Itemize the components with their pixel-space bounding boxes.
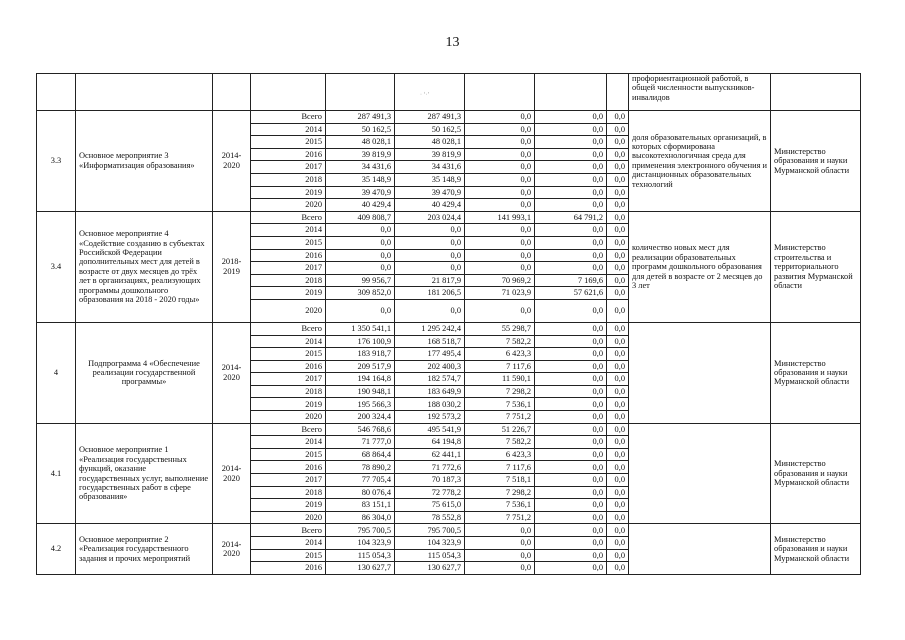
period-cell: 2015: [251, 348, 326, 361]
period-cell: 2014: [251, 224, 326, 237]
table-row: [37, 211, 861, 224]
total-cell: 190 948,1: [326, 385, 395, 398]
local-budget-cell: 0,0: [535, 436, 607, 449]
federal-budget-cell: 7 298,2: [465, 486, 535, 499]
other-source-cell: 0,0: [607, 448, 629, 461]
total-cell: 0,0: [326, 224, 395, 237]
item-number: 4.1: [37, 423, 76, 524]
federal-budget-cell: 0,0: [465, 549, 535, 562]
period-cell: 2016: [251, 360, 326, 373]
total-cell: 176 100,9: [326, 335, 395, 348]
other-source-cell: 0,0: [607, 411, 629, 424]
other-source-cell: 0,0: [607, 199, 629, 212]
executor-cell: Министерство образования и науки Мурманской области: [771, 524, 861, 574]
executor-cell: Министерство строительства и территориального развития Мурманской области: [771, 211, 861, 322]
period-cell: 2014: [251, 537, 326, 550]
federal-budget-cell: 0,0: [465, 111, 535, 124]
local-budget-cell: 0,0: [535, 299, 607, 322]
indicator-cell: количество новых мест для реализации образовательных программ дошкольного образования для детей в возрасте от 2 месяцев до 3 лет: [629, 211, 771, 322]
cell-empty: [395, 74, 465, 111]
federal-budget-cell: 7 117,6: [465, 360, 535, 373]
other-source-cell: 0,0: [607, 322, 629, 335]
total-cell: 200 324,4: [326, 411, 395, 424]
total-cell: 68 864,4: [326, 448, 395, 461]
regional-budget-cell: 0,0: [395, 236, 465, 249]
other-source-cell: 0,0: [607, 373, 629, 386]
period-cell: 2016: [251, 461, 326, 474]
other-source-cell: 0,0: [607, 360, 629, 373]
total-cell: 130 627,7: [326, 562, 395, 575]
indicator-cell: [629, 423, 771, 524]
local-budget-cell: 0,0: [535, 461, 607, 474]
local-budget-cell: 0,0: [535, 549, 607, 562]
regional-budget-cell: 75 615,0: [395, 499, 465, 512]
regional-budget-cell: 203 024,4: [395, 211, 465, 224]
local-budget-cell: 0,0: [535, 173, 607, 186]
other-source-cell: 0,0: [607, 111, 629, 124]
federal-budget-cell: 7 536,1: [465, 499, 535, 512]
indicator-cell: профориентационной работой, в общей численности выпускников-инвалидов: [629, 74, 771, 111]
measure-name: Основное мероприятие 4 «Содействие созданию в субъектах Российской Федерации дополнительных мест для детей в возрасте от двух месяцев до трёх лет в организациях, реализующих программы дошкольного образования на 2018 - 2020 годы»: [76, 211, 213, 322]
total-cell: 104 323,9: [326, 537, 395, 550]
regional-budget-cell: 795 700,5: [395, 524, 465, 537]
federal-budget-cell: 0,0: [465, 186, 535, 199]
period-cell: 2019: [251, 398, 326, 411]
item-number: 4.2: [37, 524, 76, 574]
other-source-cell: 0,0: [607, 461, 629, 474]
regional-budget-cell: 130 627,7: [395, 562, 465, 575]
federal-budget-cell: 6 423,3: [465, 448, 535, 461]
cell-empty: [326, 74, 395, 111]
page-number: 13: [445, 35, 460, 50]
total-cell: 99 956,7: [326, 274, 395, 287]
local-budget-cell: 0,0: [535, 199, 607, 212]
regional-budget-cell: 495 541,9: [395, 423, 465, 436]
period-cell: 2016: [251, 148, 326, 161]
total-cell: 71 777,0: [326, 436, 395, 449]
federal-budget-cell: 71 023,9: [465, 287, 535, 300]
federal-budget-cell: 0,0: [465, 173, 535, 186]
cell-empty: [771, 74, 861, 111]
other-source-cell: 0,0: [607, 211, 629, 224]
measure-name: Подпрограмма 4 «Обеспечение реализации государственной программы»: [76, 322, 213, 423]
regional-budget-cell: 177 495,4: [395, 348, 465, 361]
cell-empty: [213, 74, 251, 111]
period-cell: 2014: [251, 123, 326, 136]
regional-budget-cell: 71 772,6: [395, 461, 465, 474]
other-source-cell: 0,0: [607, 335, 629, 348]
total-cell: 40 429,4: [326, 199, 395, 212]
other-source-cell: 0,0: [607, 436, 629, 449]
regional-budget-cell: 1 295 242,4: [395, 322, 465, 335]
period-cell: 2016: [251, 562, 326, 575]
regional-budget-cell: 192 573,2: [395, 411, 465, 424]
period-cell: 2018: [251, 274, 326, 287]
other-source-cell: 0,0: [607, 385, 629, 398]
period-cell: 2016: [251, 249, 326, 262]
total-cell: 34 431,6: [326, 161, 395, 174]
regional-budget-cell: 48 028,1: [395, 136, 465, 149]
measure-name: Основное мероприятие 2 «Реализация государственного задания и прочих мероприятий: [76, 524, 213, 574]
federal-budget-cell: 7 536,1: [465, 398, 535, 411]
item-number: 3.4: [37, 211, 76, 322]
regional-budget-cell: 0,0: [395, 262, 465, 275]
period-cell: Всего: [251, 322, 326, 335]
total-cell: 209 517,9: [326, 360, 395, 373]
local-budget-cell: 0,0: [535, 348, 607, 361]
period-cell: 2015: [251, 549, 326, 562]
federal-budget-cell: 0,0: [465, 136, 535, 149]
period-cell: 2019: [251, 186, 326, 199]
total-cell: 80 076,4: [326, 486, 395, 499]
regional-budget-cell: 62 441,1: [395, 448, 465, 461]
regional-budget-cell: 40 429,4: [395, 199, 465, 212]
total-cell: 35 148,9: [326, 173, 395, 186]
federal-budget-cell: 0,0: [465, 148, 535, 161]
local-budget-cell: 64 791,2: [535, 211, 607, 224]
regional-budget-cell: 21 817,9: [395, 274, 465, 287]
total-cell: 48 028,1: [326, 136, 395, 149]
indicator-cell: [629, 322, 771, 423]
cell-empty: [251, 74, 326, 111]
federal-budget-cell: 7 751,2: [465, 411, 535, 424]
regional-budget-cell: 287 491,3: [395, 111, 465, 124]
other-source-cell: 0,0: [607, 173, 629, 186]
period-cell: Всего: [251, 524, 326, 537]
other-source-cell: 0,0: [607, 249, 629, 262]
cell-empty: [607, 74, 629, 111]
local-budget-cell: 0,0: [535, 148, 607, 161]
total-cell: 195 566,3: [326, 398, 395, 411]
federal-budget-cell: 0,0: [465, 224, 535, 237]
regional-budget-cell: 202 400,3: [395, 360, 465, 373]
local-budget-cell: 0,0: [535, 474, 607, 487]
other-source-cell: 0,0: [607, 148, 629, 161]
local-budget-cell: 0,0: [535, 136, 607, 149]
total-cell: 0,0: [326, 236, 395, 249]
measure-name: Основное мероприятие 3 «Информатизация образования»: [76, 111, 213, 212]
local-budget-cell: 0,0: [535, 322, 607, 335]
other-source-cell: 0,0: [607, 562, 629, 575]
other-source-cell: 0,0: [607, 224, 629, 237]
federal-budget-cell: 7 117,6: [465, 461, 535, 474]
federal-budget-cell: 6 423,3: [465, 348, 535, 361]
period-cell: Всего: [251, 423, 326, 436]
scan-mark: · ‘·’: [420, 92, 430, 98]
local-budget-cell: 0,0: [535, 524, 607, 537]
total-cell: 115 054,3: [326, 549, 395, 562]
period-cell: 2014: [251, 335, 326, 348]
local-budget-cell: 0,0: [535, 262, 607, 275]
local-budget-cell: 0,0: [535, 249, 607, 262]
federal-budget-cell: 0,0: [465, 123, 535, 136]
period-cell: 2015: [251, 448, 326, 461]
other-source-cell: 0,0: [607, 474, 629, 487]
other-source-cell: 0,0: [607, 186, 629, 199]
period-cell: 2017: [251, 373, 326, 386]
federal-budget-cell: 0,0: [465, 537, 535, 550]
total-cell: 546 768,6: [326, 423, 395, 436]
period-cell: 2020: [251, 299, 326, 322]
local-budget-cell: 0,0: [535, 123, 607, 136]
regional-budget-cell: 115 054,3: [395, 549, 465, 562]
regional-budget-cell: 70 187,3: [395, 474, 465, 487]
regional-budget-cell: 72 778,2: [395, 486, 465, 499]
other-source-cell: 0,0: [607, 299, 629, 322]
regional-budget-cell: 50 162,5: [395, 123, 465, 136]
period-cell: 2017: [251, 161, 326, 174]
local-budget-cell: 0,0: [535, 423, 607, 436]
regional-budget-cell: 39 470,9: [395, 186, 465, 199]
other-source-cell: 0,0: [607, 398, 629, 411]
cell-empty: [465, 74, 535, 111]
total-cell: 183 918,7: [326, 348, 395, 361]
regional-budget-cell: 64 194,8: [395, 436, 465, 449]
federal-budget-cell: 55 298,7: [465, 322, 535, 335]
regional-budget-cell: 168 518,7: [395, 335, 465, 348]
executor-cell: Министерство образования и науки Мурманской области: [771, 322, 861, 423]
other-source-cell: 0,0: [607, 262, 629, 275]
total-cell: 194 164,8: [326, 373, 395, 386]
period-cell: 2018: [251, 173, 326, 186]
regional-budget-cell: 183 649,9: [395, 385, 465, 398]
total-cell: 50 162,5: [326, 123, 395, 136]
other-source-cell: 0,0: [607, 486, 629, 499]
regional-budget-cell: 39 819,9: [395, 148, 465, 161]
federal-budget-cell: 0,0: [465, 236, 535, 249]
other-source-cell: 0,0: [607, 511, 629, 524]
local-budget-cell: 57 621,6: [535, 287, 607, 300]
federal-budget-cell: 0,0: [465, 161, 535, 174]
total-cell: 77 705,4: [326, 474, 395, 487]
financing-table: [36, 73, 861, 575]
local-budget-cell: 0,0: [535, 499, 607, 512]
implementation-years: 2014-2020: [213, 322, 251, 423]
local-budget-cell: 0,0: [535, 398, 607, 411]
continuation-row: [37, 74, 861, 111]
other-source-cell: 0,0: [607, 537, 629, 550]
federal-budget-cell: 7 518,1: [465, 474, 535, 487]
period-cell: 2014: [251, 436, 326, 449]
local-budget-cell: 0,0: [535, 161, 607, 174]
regional-budget-cell: 0,0: [395, 299, 465, 322]
local-budget-cell: 0,0: [535, 511, 607, 524]
implementation-years: 2018-2019: [213, 211, 251, 322]
table-row: [37, 111, 861, 124]
federal-budget-cell: 7 582,2: [465, 436, 535, 449]
regional-budget-cell: 0,0: [395, 224, 465, 237]
total-cell: 83 151,1: [326, 499, 395, 512]
local-budget-cell: 0,0: [535, 335, 607, 348]
period-cell: 2015: [251, 136, 326, 149]
item-number: 4: [37, 322, 76, 423]
federal-budget-cell: 0,0: [465, 249, 535, 262]
measure-name: Основное мероприятие 1 «Реализация государственных функций, оказание государственных услуг, выполнение государственных работ в сфере образования»: [76, 423, 213, 524]
period-cell: 2019: [251, 287, 326, 300]
regional-budget-cell: 35 148,9: [395, 173, 465, 186]
local-budget-cell: 0,0: [535, 537, 607, 550]
other-source-cell: 0,0: [607, 123, 629, 136]
local-budget-cell: 0,0: [535, 385, 607, 398]
local-budget-cell: 0,0: [535, 360, 607, 373]
federal-budget-cell: 7 582,2: [465, 335, 535, 348]
total-cell: 78 890,2: [326, 461, 395, 474]
federal-budget-cell: 11 590,1: [465, 373, 535, 386]
total-cell: 0,0: [326, 299, 395, 322]
total-cell: 39 470,9: [326, 186, 395, 199]
period-cell: 2019: [251, 499, 326, 512]
total-cell: 1 350 541,1: [326, 322, 395, 335]
federal-budget-cell: 7 751,2: [465, 511, 535, 524]
cell-empty: [37, 74, 76, 111]
regional-budget-cell: 182 574,7: [395, 373, 465, 386]
period-cell: 2017: [251, 262, 326, 275]
other-source-cell: 0,0: [607, 549, 629, 562]
other-source-cell: 0,0: [607, 423, 629, 436]
period-cell: 2017: [251, 474, 326, 487]
local-budget-cell: 0,0: [535, 411, 607, 424]
other-source-cell: 0,0: [607, 524, 629, 537]
period-cell: 2020: [251, 411, 326, 424]
other-source-cell: 0,0: [607, 236, 629, 249]
local-budget-cell: 0,0: [535, 186, 607, 199]
period-cell: Всего: [251, 211, 326, 224]
local-budget-cell: 0,0: [535, 373, 607, 386]
period-cell: Всего: [251, 111, 326, 124]
period-cell: 2020: [251, 199, 326, 212]
federal-budget-cell: 70 969,2: [465, 274, 535, 287]
regional-budget-cell: 34 431,6: [395, 161, 465, 174]
other-source-cell: 0,0: [607, 274, 629, 287]
other-source-cell: 0,0: [607, 499, 629, 512]
executor-cell: Министерство образования и науки Мурманской области: [771, 423, 861, 524]
indicator-cell: доля образовательных организаций, в которых сформирована высокотехнологичная среда для применения электронного обучения и дистанционных образовательных технологий: [629, 111, 771, 212]
local-budget-cell: 0,0: [535, 562, 607, 575]
table-row: [37, 524, 861, 537]
indicator-cell: [629, 524, 771, 574]
table-row: [37, 423, 861, 436]
period-cell: 2020: [251, 511, 326, 524]
federal-budget-cell: 7 298,2: [465, 385, 535, 398]
total-cell: 287 491,3: [326, 111, 395, 124]
period-cell: 2018: [251, 486, 326, 499]
regional-budget-cell: 104 323,9: [395, 537, 465, 550]
other-source-cell: 0,0: [607, 348, 629, 361]
local-budget-cell: 7 169,6: [535, 274, 607, 287]
federal-budget-cell: 0,0: [465, 524, 535, 537]
other-source-cell: 0,0: [607, 161, 629, 174]
implementation-years: 2014-2020: [213, 524, 251, 574]
total-cell: 0,0: [326, 262, 395, 275]
cell-empty: [535, 74, 607, 111]
other-source-cell: 0,0: [607, 287, 629, 300]
regional-budget-cell: 78 552,8: [395, 511, 465, 524]
federal-budget-cell: 141 993,1: [465, 211, 535, 224]
regional-budget-cell: 0,0: [395, 249, 465, 262]
executor-cell: Министерство образования и науки Мурманской области: [771, 111, 861, 212]
local-budget-cell: 0,0: [535, 236, 607, 249]
total-cell: 409 808,7: [326, 211, 395, 224]
regional-budget-cell: 188 030,2: [395, 398, 465, 411]
item-number: 3.3: [37, 111, 76, 212]
local-budget-cell: 0,0: [535, 224, 607, 237]
federal-budget-cell: 0,0: [465, 562, 535, 575]
federal-budget-cell: 0,0: [465, 199, 535, 212]
period-cell: 2018: [251, 385, 326, 398]
local-budget-cell: 0,0: [535, 448, 607, 461]
local-budget-cell: 0,0: [535, 111, 607, 124]
total-cell: 309 852,0: [326, 287, 395, 300]
implementation-years: 2014-2020: [213, 423, 251, 524]
implementation-years: 2014-2020: [213, 111, 251, 212]
cell-empty: [76, 74, 213, 111]
total-cell: 39 819,9: [326, 148, 395, 161]
total-cell: 0,0: [326, 249, 395, 262]
federal-budget-cell: 0,0: [465, 299, 535, 322]
period-cell: 2015: [251, 236, 326, 249]
regional-budget-cell: 181 206,5: [395, 287, 465, 300]
federal-budget-cell: 0,0: [465, 262, 535, 275]
table-row: [37, 322, 861, 335]
local-budget-cell: 0,0: [535, 486, 607, 499]
total-cell: 86 304,0: [326, 511, 395, 524]
federal-budget-cell: 51 226,7: [465, 423, 535, 436]
other-source-cell: 0,0: [607, 136, 629, 149]
total-cell: 795 700,5: [326, 524, 395, 537]
